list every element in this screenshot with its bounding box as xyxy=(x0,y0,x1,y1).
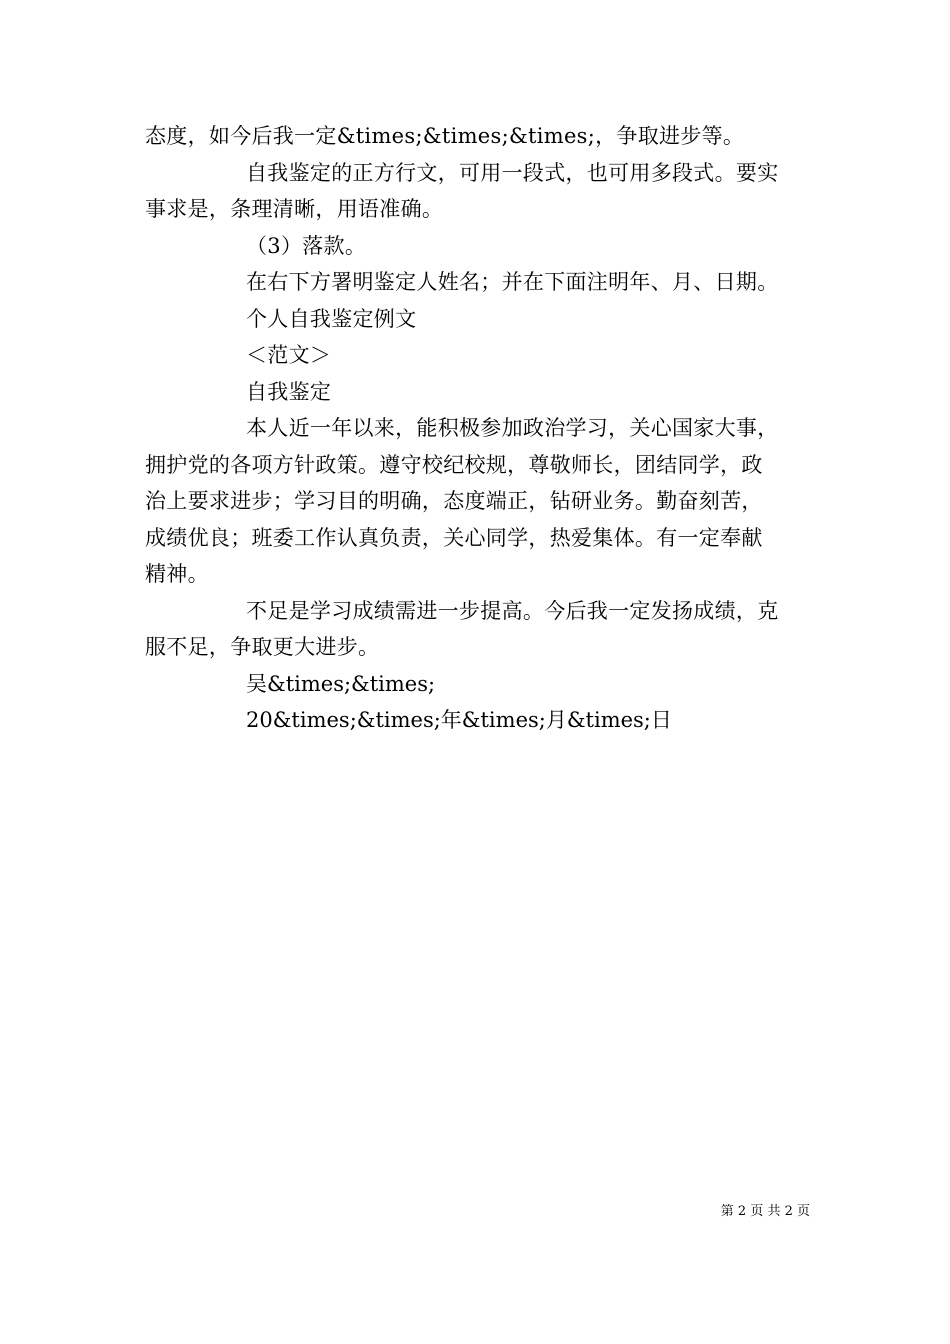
page-number-footer: 第 2 页 共 2 页 xyxy=(720,1204,810,1219)
sample-paragraph-line: 成绩优良；班委工作认真负责，关心同学，热爱集体。有一定奉献 xyxy=(145,525,763,550)
body-line-continuation: 态度，如今后我一定&times;&times;&times;，争取进步等。 xyxy=(145,124,745,148)
document-body xyxy=(145,118,810,739)
section-heading-signature: （3）落款。 xyxy=(246,233,367,258)
sample-paragraph-line: 治上要求进步；学习目的明确，态度端正，钻研业务。勤奋刻苦， xyxy=(145,489,763,513)
body-paragraph-line: 自我鉴定的正方行文，可用一段式，也可用多段式。要实 xyxy=(246,160,779,185)
sample-paragraph-line: 拥护党的各项方针政策。遵守校纪校规，尊敬师长，团结同学，政 xyxy=(145,452,763,477)
sample-title: 自我鉴定 xyxy=(246,379,332,404)
sample-paragraph-line: 本人近一年以来，能积极参加政治学习，关心国家大事， xyxy=(246,416,779,440)
sample-signature-date: 20&times;&times;年&times;月&times;日 xyxy=(246,708,672,732)
body-paragraph-line: 在右下方署明鉴定人姓名；并在下面注明年、月、日期。 xyxy=(246,270,779,294)
sample-paragraph-line: 服不足，争取更大进步。 xyxy=(145,635,380,659)
sample-paragraph-line: 精神。 xyxy=(145,562,209,586)
sample-signature-name: 吴&times;&times; xyxy=(246,671,436,696)
sample-paragraph-line: 不足是学习成绩需进一步提高。今后我一定发扬成绩，克 xyxy=(246,598,779,623)
body-line-continuation: 事求是，条理清晰，用语准确。 xyxy=(145,197,444,221)
sample-label: ＜范文＞ xyxy=(246,343,332,367)
example-heading: 个人自我鉴定例文 xyxy=(246,306,417,331)
